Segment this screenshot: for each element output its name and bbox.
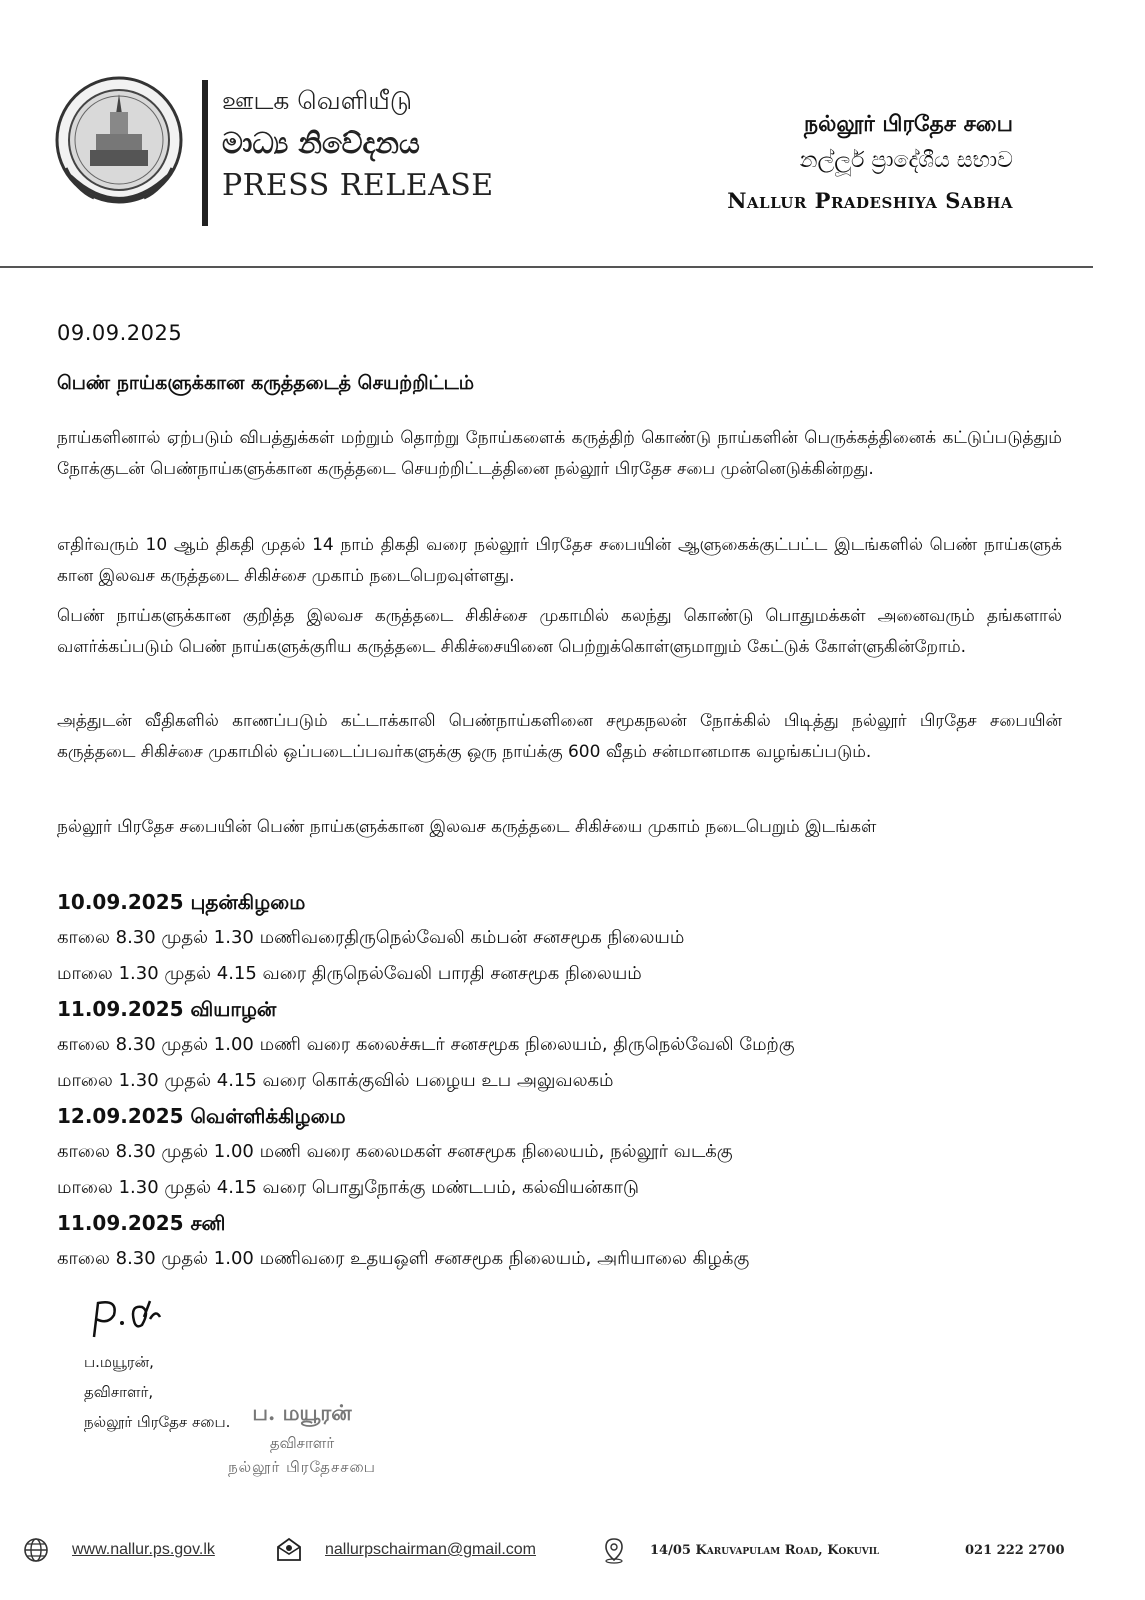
official-stamp xyxy=(182,1400,422,1478)
footer-address xyxy=(600,1530,879,1570)
globe-icon xyxy=(22,1536,50,1564)
press-release-label-english: PRESS RELEASE xyxy=(222,168,494,203)
envelope-icon xyxy=(275,1536,303,1564)
stamp-name: ப. மயூரன் xyxy=(252,1400,352,1425)
handwritten-signature xyxy=(84,1295,174,1343)
footer-website xyxy=(22,1530,215,1570)
municipal-seal-icon xyxy=(50,72,188,212)
schedule-day-heading: 11.09.2025 சனி xyxy=(57,1211,226,1235)
header-divider xyxy=(202,80,208,226)
org-name-sinhala: නල්ලූර් ප්‍රාදේශීය සභාව xyxy=(799,148,1013,173)
stamp-title: தவிசாளர் xyxy=(269,1434,335,1452)
schedule-slot: மாலை 1.30 முதல் 4.15 வரை திருநெல்வேலி பாரதி சனசமூக நிலையம் xyxy=(57,963,642,984)
paragraph-dates: எதிர்வரும் 10 ஆம் திகதி முதல் 14 நாம் திகதி வரை நல்லூர் பிரதேச சபையின் ஆளுகைக்குட்பட்ட இடங்களில் பெண் நாய்களுக் கான இலவச கருத்தடை சிகிச்சை முகாம் நடைபெறவுள்ளது. xyxy=(57,535,1062,586)
schedule-day-heading: 11.09.2025 வியாழன் xyxy=(57,997,277,1021)
schedule-slot: காலை 8.30 முதல் 1.00 மணி வரை கலைச்சுடர் சனசமூக நிலையம், திருநெல்வேலி மேற்கு xyxy=(57,1034,795,1055)
release-title: பெண் நாய்களுக்கான கருத்தடைத் செயற்றிட்டம் xyxy=(57,372,475,394)
paragraph-reward: அத்துடன் வீதிகளில் காணப்படும் கட்டாக்காலி பெண்நாய்களினை சமூகநலன் நோக்கில் பிடித்து நல்லூர் பிரதேச சபையின் கருத்தடை சிகிச்சை முகாமில் ஒப்படைப்பவர்களுக்கு ஒரு நாய்க்கு 600 வீதம் சன்மானமாக வழங்கப்படும். xyxy=(57,711,1062,762)
schedule-slot: காலை 8.30 முதல் 1.00 மணி வரை கலைமகள் சனசமூக நிலையம், நல்லூர் வடக்கு xyxy=(57,1141,733,1162)
address-text: 14/05 Karuvapulam Road, Kokuvil xyxy=(650,1542,880,1558)
phone-text: 021 222 2700 xyxy=(965,1542,1065,1558)
schedule-day-heading: 12.09.2025 வெள்ளிக்கிழமை xyxy=(57,1104,346,1128)
schedule-day-heading: 10.09.2025 புதன்கிழமை xyxy=(57,890,306,914)
org-name-tamil: நல்லூர் பிரதேச சபை xyxy=(803,112,1013,137)
schedule-slot: மாலை 1.30 முதல் 4.15 வரை பொதுநோக்கு மண்டபம், கல்வியன்காடு xyxy=(57,1177,639,1198)
press-release-label-sinhala: මාධ්‍ය නිවේදනය xyxy=(222,126,420,160)
signatory-org: நல்லூர் பிரதேச சபை. xyxy=(84,1413,231,1431)
header-rule xyxy=(0,266,1093,268)
signatory-role: தவிசாளர், xyxy=(84,1383,154,1401)
footer xyxy=(0,1530,1145,1570)
location-pin-icon xyxy=(600,1536,628,1564)
camp-schedule xyxy=(57,885,1057,1277)
stamp-org: நல்லூர் பிரதேசசபை xyxy=(228,1458,376,1476)
press-release-label-tamil: ஊடக வெளியீடு xyxy=(222,86,413,115)
paragraph-appeal: பெண் நாய்களுக்கான குறித்த இலவச கருத்தடை சிகிச்சை முகாமில் கலந்து கொண்டு பொதுமக்கள் அனைவரும் தங்களால் வளர்க்கப்படும் பெண் நாய்களுக்குரிய கருத்தடை சிகிச்சையினை பெற்றுக்கொள்ளுமாறும் கேட்டுக் கோள்ளுகின்றோம். xyxy=(57,606,1062,657)
footer-phone xyxy=(965,1530,1065,1570)
schedule-slot: காலை 8.30 முதல் 1.00 மணிவரை உதயஒளி சனசமூக நிலையம், அரியாலை கிழக்கு xyxy=(57,1248,750,1269)
org-name-english: Nallur Pradeshiya Sabha xyxy=(727,188,1013,213)
paragraph-locations-intro: நல்லூர் பிரதேச சபையின் பெண் நாய்களுக்கான இலவச கருத்தடை சிகிச்யை முகாம் நடைபெறும் இடங்கள் xyxy=(57,817,877,837)
website-link[interactable]: www.nallur.ps.gov.lk xyxy=(72,1541,215,1558)
release-date: 09.09.2025 xyxy=(57,321,183,345)
email-link[interactable]: nallurpschairman@gmail.com xyxy=(325,1541,536,1558)
footer-email xyxy=(275,1530,536,1570)
schedule-slot: காலை 8.30 முதல் 1.30 மணிவரைதிருநெல்வேலி கம்பன் சனசமூக நிலையம் xyxy=(57,927,685,948)
signatory-name: ப.மயூரன், xyxy=(84,1353,154,1371)
schedule-slot: மாலை 1.30 முதல் 4.15 வரை கொக்குவில் பழைய உப அலுவலகம் xyxy=(57,1070,614,1091)
paragraph-intro: நாய்களினால் ஏற்படும் விபத்துக்கள் மற்றும் தொற்று நோய்களைக் கருத்திற் கொண்டு நாய்களின் பெருக்கத்தினைக் கட்டுப்படுத்தும் நோக்குடன் பெண்நாய்களுக்கான கருத்தடை செயற்றிட்டத்தினை நல்லூர் பிரதேச சபை முன்னெடுக்கின்றது. xyxy=(57,428,1062,479)
